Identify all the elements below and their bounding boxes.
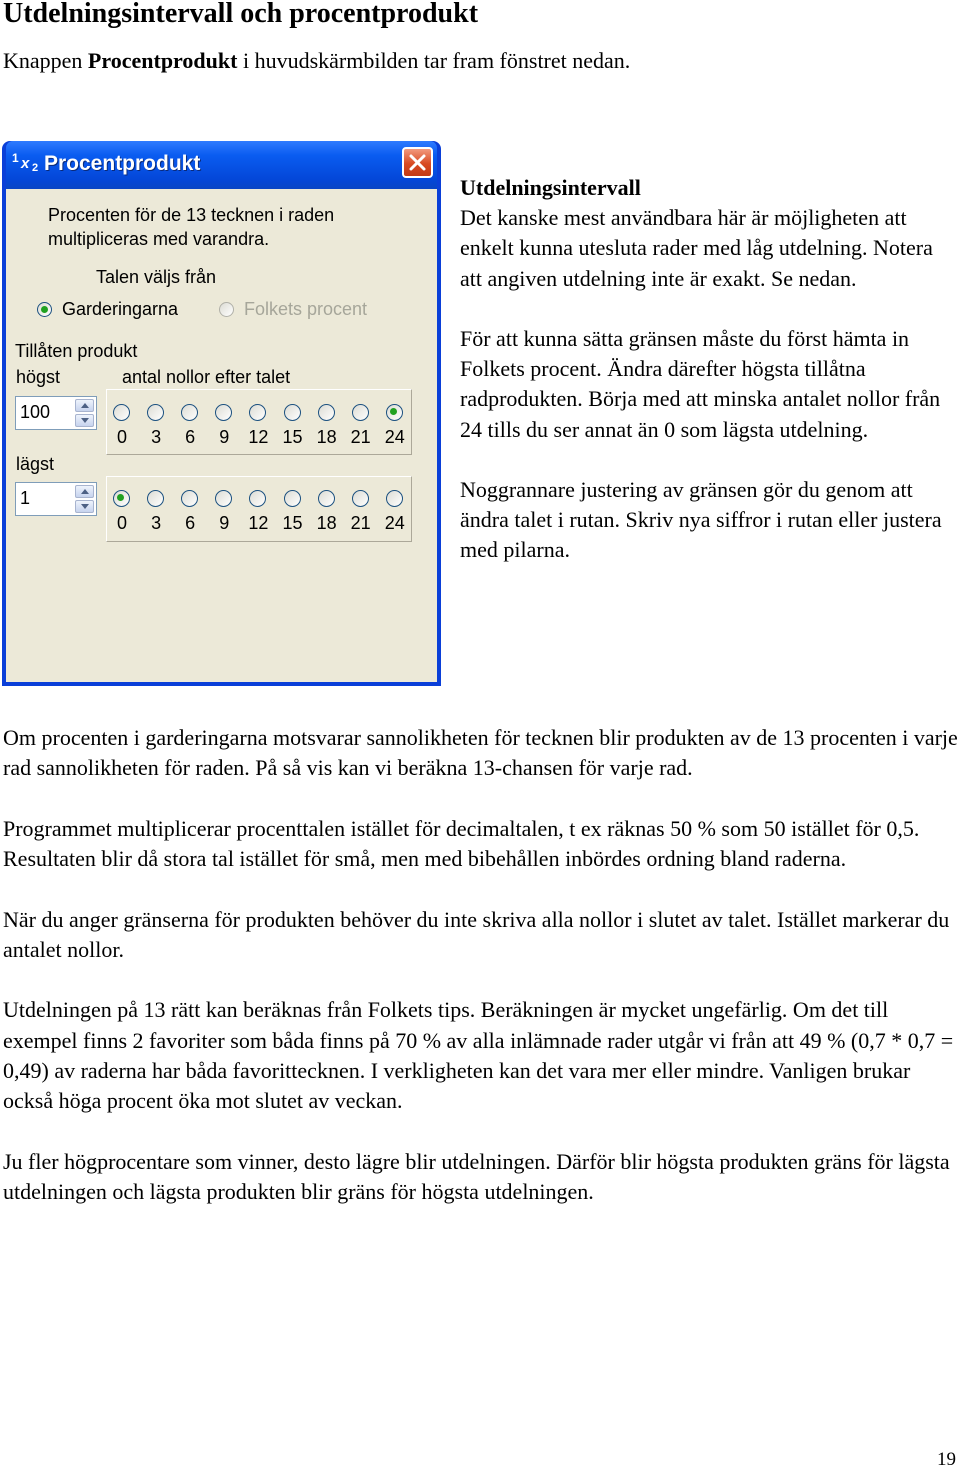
intro-bold: Procentprodukt [87,48,238,73]
highest-zeros-label-6: 6 [185,427,196,447]
side-paragraph-2: För att kunna sätta gränsen måste du först hämta in Folkets procent. Ändra därefter högsta tillåtna radprodukten. Börja med att minska antalet nollor från 24 tills du ser annat än 0 som lägsta utdelning. [460,326,941,442]
highest-zeros-label-12: 12 [248,427,269,447]
intro-text [3,46,630,76]
side-subheading: Utdelningsintervall [460,175,641,200]
lowest-zeros-radio-15[interactable] [284,490,301,507]
highest-zeros-label-0: 0 [116,427,127,447]
percent-product-icon [12,151,40,177]
highest-zeros-radio-24[interactable] [386,404,403,421]
allowed-product-label: Tillåten produkt [15,341,138,361]
zeros-label: antal nollor efter talet [122,367,291,387]
lowest-zeros-label-9: 9 [219,513,230,533]
lowest-zeros-label-18: 18 [316,513,337,533]
description-line-1: Procenten för de 13 tecknen i raden [48,205,335,225]
side-paragraph-1: Det kanske mest användbara här är möjligheten att enkelt kunna utesluta rader med låg utdelning. Notera att angiven utdelning inte är exakt. Se nedan. [460,205,933,291]
page-heading: Utdelningsintervall och procentprodukt [3,0,479,29]
lowest-zeros-radio-0[interactable] [113,490,130,507]
lowest-zeros-label-0: 0 [116,513,127,533]
highest-zeros-radio-0[interactable] [113,404,130,421]
highest-zeros-radio-21[interactable] [352,404,369,421]
close-button[interactable] [402,147,433,178]
side-column [460,173,960,596]
title-bar[interactable] [6,141,437,189]
intro-before: Knappen [3,48,88,73]
highest-zeros-label-24: 24 [384,427,405,447]
lowest-zeros-label-24: 24 [384,513,405,533]
lowest-zeros-radio-18[interactable] [318,490,335,507]
intro-after: i huvudskärmbilden tar fram fönstret nedan. [237,48,631,73]
highest-zeros-label-3: 3 [151,427,162,447]
body-paragraph-5: Ju fler högprocentare som vinner, desto lägre blir utdelningen. Därför blir högsta produkten gräns för lägsta utdelningen och lägsta produkten blir gräns för högsta utdelningen. [3,1148,950,1204]
highest-up-arrow-icon[interactable] [75,399,94,412]
procentprodukt-window [2,141,441,686]
radio-garderingarna[interactable] [37,302,52,317]
highest-label: högst [16,367,61,387]
side-paragraph-3: Noggrannare justering av gränsen gör du genom att ändra talet i rutan. Skriv nya siffror i rutan eller justera med pilarna. [460,477,942,563]
lowest-value-input[interactable]: 1 [20,488,31,508]
highest-value-input[interactable]: 100 [20,402,51,422]
body-paragraph-2: Programmet multiplicerar procenttalen istället för decimaltalen, t ex räknas 50 % som 50 istället för 0,5. Resultaten blir då stora tal istället för små, men med bibehållen inbördes ordning bland raderna. [3,815,920,871]
highest-zeros-label-15: 15 [282,427,303,447]
lowest-value-spinner[interactable] [15,482,97,516]
close-icon [404,149,431,176]
lowest-zeros-radio-24[interactable] [386,490,403,507]
body-paragraph-1: Om procenten i garderingarna motsvarar sannolikheten för tecknen blir produkten av de 13 procenten i varje rad sannolikheten för raden. På så vis kan vi beräkna 13-chansen för varje rad. [3,725,958,781]
radio-folkets-procent[interactable] [219,302,234,317]
window-title: Procentprodukt [44,152,201,175]
radio-garderingarna-label: Garderingarna [62,299,179,319]
body-paragraph-4: Utdelningen på 13 rätt kan beräknas från Folkets tips. Beräkningen är mycket ungefärlig. Om det till exempel finns 2 favoriter som båda finns på 70 % av alla inlämnade rader utgår vi från att 49 % (0,7 * 0,7 = 0,49) av raderna har båda favorittecknen. I verkligheten kan det vara mer eller mindre. Vanligen brukar också höga procent öka mot slutet av veckan. [3,997,954,1113]
lowest-zeros-radio-3[interactable] [147,490,164,507]
body-text [3,723,958,1237]
description-line-2: multipliceras med varandra. [48,229,270,249]
window-client-area [6,189,437,682]
lowest-zeros-radio-21[interactable] [352,490,369,507]
highest-down-arrow-icon[interactable] [75,414,94,427]
body-paragraph-3: När du anger gränserna för produkten behöver du inte skriva alla nollor i slutet av talet. Istället markerar du antalet nollor. [3,906,950,962]
highest-zeros-label-21: 21 [350,427,371,447]
highest-zeros-label-9: 9 [219,427,230,447]
icon-glyph-2: x [21,155,30,172]
radio-folkets-procent-label: Folkets procent [244,299,368,319]
lowest-zeros-label-12: 12 [248,513,269,533]
highest-zeros-label-18: 18 [316,427,337,447]
lowest-up-arrow-icon[interactable] [75,485,94,498]
page-number: 19 [937,1449,956,1470]
lowest-zeros-label-21: 21 [350,513,371,533]
source-label: Talen väljs från [96,267,217,287]
lowest-zeros-label-3: 3 [151,513,162,533]
lowest-label: lägst [16,454,55,474]
highest-value-spinner[interactable] [15,396,97,430]
highest-zeros-radio-3[interactable] [147,404,164,421]
lowest-down-arrow-icon[interactable] [75,500,94,513]
lowest-zeros-label-6: 6 [185,513,196,533]
highest-zeros-radio-15[interactable] [284,404,301,421]
lowest-zeros-label-15: 15 [282,513,303,533]
highest-zeros-radio-18[interactable] [318,404,335,421]
icon-glyph-3: 2 [32,162,39,174]
icon-glyph-1: 1 [12,151,19,165]
